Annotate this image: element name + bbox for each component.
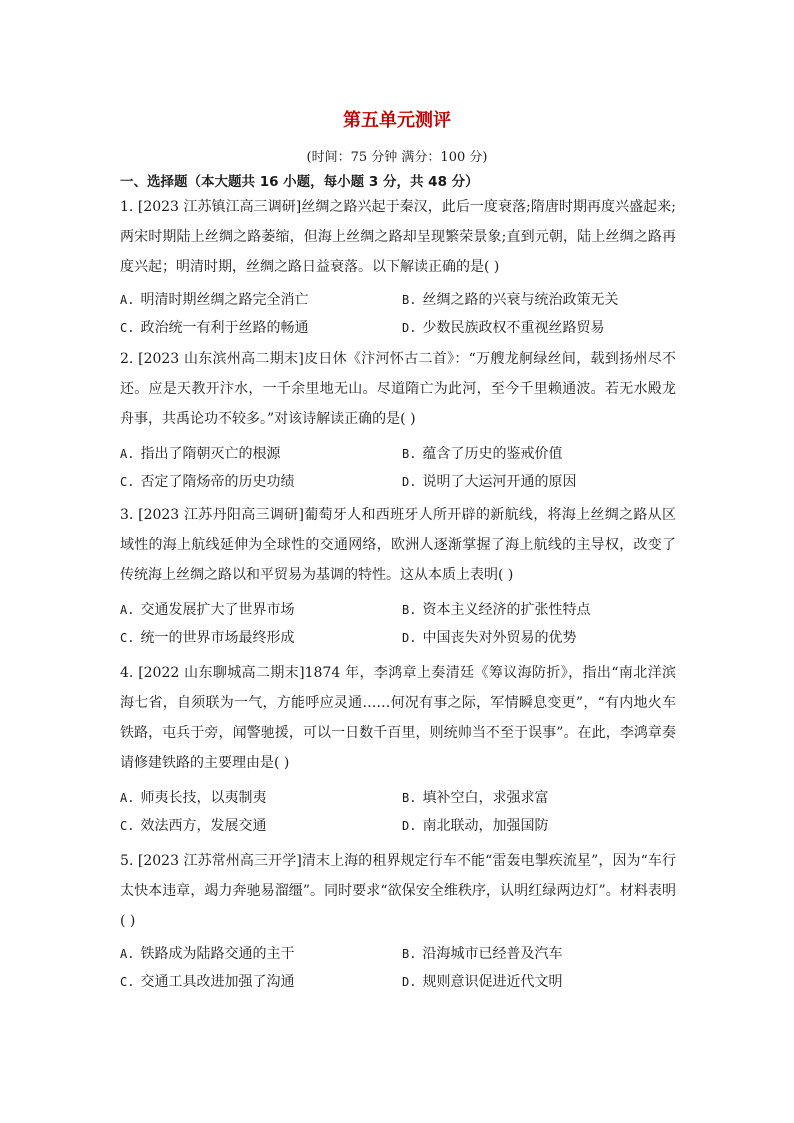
option-b[interactable]: B. 蕴含了历史的鉴戒价值 (402, 446, 563, 462)
option-d[interactable]: D. 说明了大运河开通的原因 (402, 474, 577, 490)
option-b[interactable]: B. 沿海城市已经普及汽车 (402, 946, 563, 962)
option-d[interactable]: D. 南北联动，加强国防 (402, 818, 549, 834)
option-a[interactable]: A. 铁路成为陆路交通的主干 (120, 946, 295, 962)
question-stem: 4. [2022 山东聊城高二期末]1874 年，李鸿章上奏清廷《筹议海防折》，指出“南北洋滨海七省，自须联为一气，方能呼应灵通……何况有事之际，军情瞬息变更”，“有内地火车铁路，屯兵于旁，闻警驰援，可以一日数千百里，则统帅当不至于误事”。在此，李鸿章奏请修建铁路的主要理由是( ) (120, 665, 676, 771)
option-b[interactable]: B. 资本主义经济的扩张性特点 (402, 602, 591, 618)
question-stem: 5. [2023 江苏常州高三开学]清末上海的租界规定行车不能“雷轰电掣疾流星”，因为“车行太快本违章，竭力奔驰易溜缰”。同时要求“欲保安全维秩序，认明红绿两边灯”。材料表明( ) (120, 853, 676, 929)
option-a[interactable]: A. 师夷长技，以夷制夷 (120, 790, 267, 806)
exam-time-info: (时间：75 分钟 满分：100 分) (306, 150, 488, 165)
option-c[interactable]: C. 统一的世界市场最终形成 (120, 630, 295, 646)
option-b[interactable]: B. 填补空白，求强求富 (402, 790, 549, 806)
option-b[interactable]: B. 丝绸之路的兴衰与统治政策无关 (402, 292, 619, 308)
option-d[interactable]: D. 少数民族政权不重视丝路贸易 (402, 320, 605, 336)
question-1 (120, 192, 676, 282)
question-2 (120, 344, 676, 434)
question-3 (120, 500, 676, 590)
option-c[interactable]: C. 政治统一有利于丝路的畅通 (120, 320, 309, 336)
question-1-options (120, 286, 680, 342)
question-stem: 1. [2023 江苏镇江高三调研]丝绸之路兴起于秦汉，此后一度衰落;隋唐时期再度兴盛起来;两宋时期陆上丝绸之路萎缩，但海上丝绸之路却呈现繁荣景象;直到元朝，陆上丝绸之路再度兴起；明清时期，丝绸之路日益衰落。以下解读正确的是( ) (120, 199, 676, 275)
question-5 (120, 846, 676, 936)
question-stem: 3. [2023 江苏丹阳高三调研]葡萄牙人和西班牙人所开辟的新航线，将海上丝绸之路从区域性的海上航线延伸为全球性的交通网络，欧洲人逐渐掌握了海上航线的主导权，改变了传统海上丝绸之路以和平贸易为基调的特性。这从本质上表明( ) (120, 507, 676, 583)
question-3-options (120, 596, 680, 652)
question-4 (120, 658, 676, 778)
option-a[interactable]: A. 交通发展扩大了世界市场 (120, 602, 295, 618)
option-c[interactable]: C. 交通工具改进加强了沟通 (120, 974, 295, 990)
option-d[interactable]: D. 规则意识促进近代文明 (402, 974, 563, 990)
question-2-options (120, 440, 680, 496)
question-stem: 2. [2023 山东滨州高二期末]皮日休《汴河怀古二首》：“万艘龙舸绿丝间，载到扬州尽不还。应是天教开汴水，一千余里地无山。尽道隋亡为此河，至今千里赖通波。若无水殿龙舟事，共禹论功不较多。”对该诗解读正确的是( ) (120, 351, 676, 427)
option-c[interactable]: C. 效法西方，发展交通 (120, 818, 267, 834)
page-title: 第五单元测评 (343, 110, 451, 131)
option-a[interactable]: A. 指出了隋朝灭亡的根源 (120, 446, 281, 462)
question-5-options (120, 940, 680, 996)
option-c[interactable]: C. 否定了隋炀帝的历史功绩 (120, 474, 295, 490)
question-4-options (120, 784, 680, 840)
option-d[interactable]: D. 中国丧失对外贸易的优势 (402, 630, 577, 646)
section-heading: 一、选择题（本大题共 16 小题，每小题 3 分，共 48 分） (120, 174, 479, 190)
option-a[interactable]: A. 明清时期丝绸之路完全消亡 (120, 292, 309, 308)
